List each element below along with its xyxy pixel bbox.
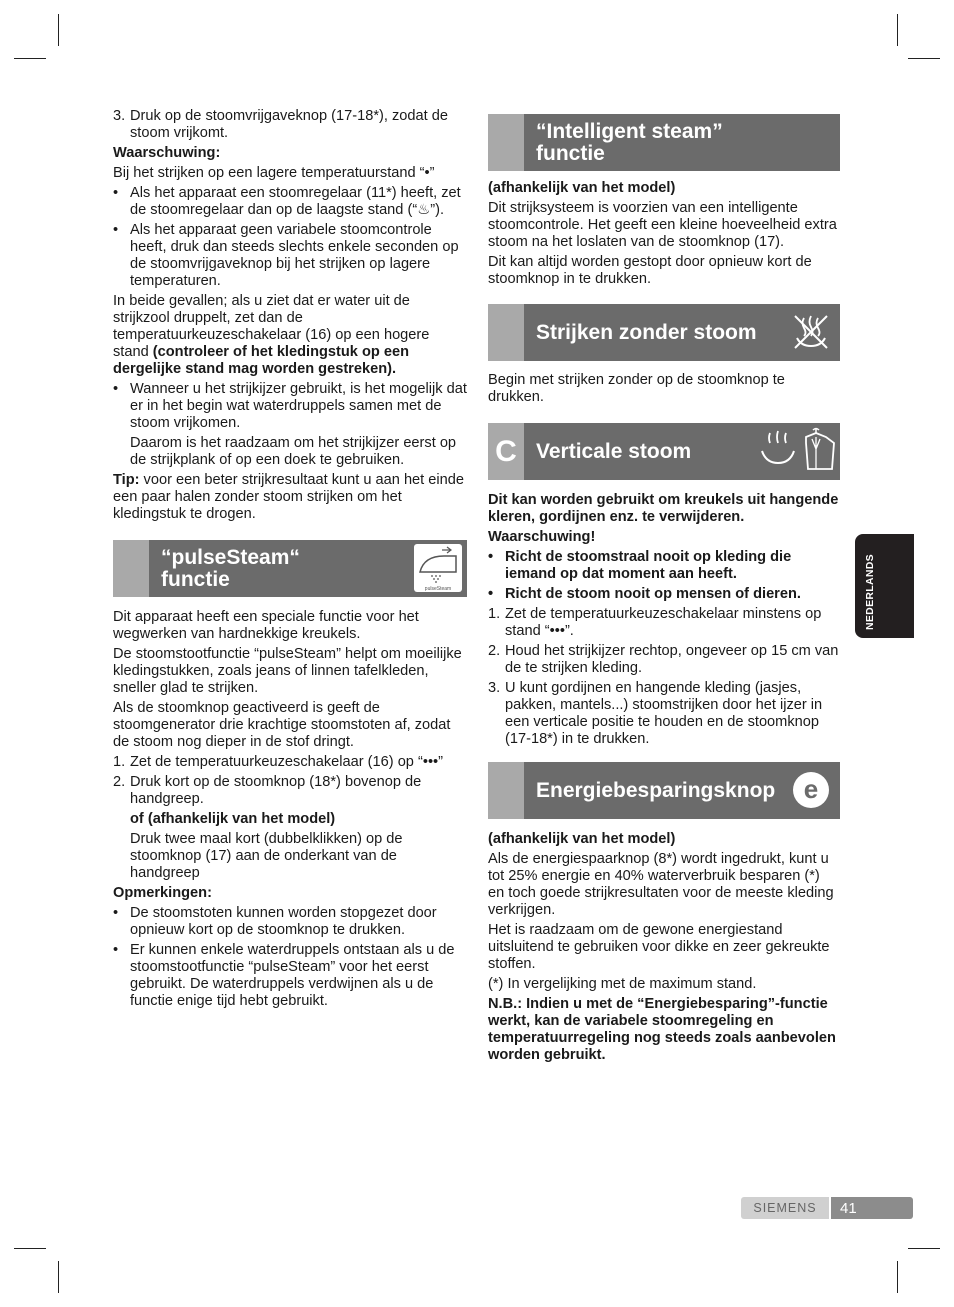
vertical-step-1: 1. Zet de temperatuurkeuzeschakelaar minstens op stand “•••”. xyxy=(488,606,822,639)
bullet-text: Er kunnen enkele waterdruppels ontstaan als u de stoomstootfunctie “pulseSteam” voor het eerst gebruikt. De waterdruppels verdwijnen als u de functie enige tijd hebt gebruikt. xyxy=(130,942,455,1009)
bullet-item: • Als het apparaat een stoomregelaar (11*) heeft, zet de stoomregelaar dan op de laagste stand (“♨”). xyxy=(113,185,467,219)
intel-paragraph: Dit kan altijd worden gestopt door opnieuw kort de stoomknop in te drukken. xyxy=(488,254,812,287)
brand-label: SIEMENS xyxy=(741,1197,829,1219)
energy-paragraph: Het is raadzaam om de gewone energiestand uitsluitend te gebruiken voor dikke en zeer gekreukte stoffen. xyxy=(488,922,830,972)
language-tab xyxy=(855,534,914,638)
bullet-text: De stoomstoten kunnen worden stopgezet door opnieuw kort op de stoomknop te drukken. xyxy=(130,905,437,938)
bullet-item: • De stoomstoten kunnen worden stopgezet door opnieuw kort op de stoomknop te drukken. xyxy=(113,905,467,939)
crop-mark xyxy=(908,1248,940,1249)
header-tab xyxy=(488,762,524,819)
page-footer xyxy=(741,1197,913,1219)
bullet-text: Als het apparaat een stoomregelaar (11*) heeft, zet de stoomregelaar dan op de laagste stand (“♨”). xyxy=(130,185,461,218)
svg-text:e: e xyxy=(803,774,819,804)
bullet-item: • Er kunnen enkele waterdruppels ontstaan als u de stoomstootfunctie “pulseSteam” voor het eerst gebruikt. De waterdruppels verdwijnen als u de functie enige tijd hebt gebruikt. xyxy=(113,942,467,1010)
no-steam-icon xyxy=(787,308,835,356)
bullet-item: • Als het apparaat geen variabele stoomcontrole heeft, druk dan steeds slechts enkele seconden op de stoomvrijgaveknop bij het strijken op lagere temperaturen. xyxy=(113,222,467,290)
right-column xyxy=(488,114,840,1067)
vertical-steam-icon xyxy=(758,427,838,475)
language-label: NEDERLANDS xyxy=(864,554,876,630)
section-header-vertical-steam xyxy=(488,423,840,480)
header-tab xyxy=(488,304,524,361)
vertical-intro: Dit kan worden gebruikt om kreukels uit hangende kleren, gordijnen enz. te verwijderen. xyxy=(488,492,839,525)
pulse-step-1: 1. Zet de temperatuurkeuzeschakelaar (16) op “•••” xyxy=(113,754,444,770)
warning-title: Waarschuwing! xyxy=(488,529,596,545)
warning-title: Waarschuwing: xyxy=(113,145,221,161)
crop-mark xyxy=(14,1248,46,1249)
section-title: Strijken zonder stoom xyxy=(536,320,757,344)
section-header-no-steam xyxy=(488,304,840,361)
bullet-text: Wanneer u het strijkijzer gebruikt, is het mogelijk dat er in het begin wat waterdruppels samen met de stoom vrijkomen. xyxy=(130,381,467,431)
vertical-step-2: 2. Houd het strijkijzer rechtop, ongeveer op 15 cm van de te strijken kleding. xyxy=(488,643,839,676)
section-title: “Intelligent steam” functie xyxy=(536,119,723,165)
energy-paragraph: Als de energiespaarknop (8*) wordt ingedrukt, kunt u tot 25% energie en 40% waterverbruik besparen (*) en toch goede strijkresultaten voor de meeste kleding verkrijgen. xyxy=(488,851,834,918)
model-note: (afhankelijk van het model) xyxy=(488,831,676,847)
pulsesteam-icon xyxy=(414,544,462,592)
energy-footnote: (*) In vergelijking met de maximum stand. xyxy=(488,976,757,992)
section-letter: C xyxy=(488,423,524,480)
pulse-paragraph: Als de stoomknop geactiveerd is geeft de stoomgenerator drie krachtige stoomstoten af, zodat de stoom nog dieper in de stof dringt. xyxy=(113,700,451,750)
warning-intro: Bij het strijken op een lagere temperatuurstand “•” xyxy=(113,165,435,181)
model-note: (afhankelijk van het model) xyxy=(488,180,676,196)
energy-saving-icon xyxy=(787,766,835,814)
section-header-pulsesteam xyxy=(113,540,467,597)
bullet-continuation: Daarom is het raadzaam om het strijkijzer eerst op de strijkplank of op een doek te gebruiken. xyxy=(130,435,457,468)
svg-text:pulseSteam: pulseSteam xyxy=(424,586,452,592)
left-column xyxy=(113,108,467,1013)
crop-mark xyxy=(897,14,898,46)
vertical-step-3: 3. U kunt gordijnen en hangende kleding (jasjes, pakken, mantels...) stoomstrijken door het ijzer in een verticale positie te houden en de stoomknop (17-18*) in te drukken. xyxy=(488,680,823,747)
step-number: 3. xyxy=(113,108,126,124)
model-note: of (afhankelijk van het model) xyxy=(130,811,336,827)
pulse-paragraph: De stoomstootfunctie “pulseSteam” helpt om moeilijke kledingstukken, zoals jeans of linnen tafelkleden, sneller glad te strijken. xyxy=(113,646,462,696)
bullet-item: • Richt de stoom nooit op mensen of dieren. xyxy=(488,586,840,603)
section-header-intelligent-steam xyxy=(488,114,840,171)
section-title: “pulseSteam“ functie xyxy=(161,545,300,591)
pulse-step-2-alt: Druk twee maal kort (dubbelklikken) op de stoomknop (17) aan de onderkant van de handgreep xyxy=(130,831,403,881)
pulse-step-2: 2. Druk kort op de stoomknop (18*) bovenop de handgreep. xyxy=(113,774,422,807)
tip-paragraph: Tip: voor een beter strijkresultaat kunt u aan het einde een paar halen zonder stoom strijken om het kledingstuk te drogen. xyxy=(113,472,464,522)
bullet-item: • Richt de stoomstraal nooit op kleding die iemand op dat moment aan heeft. xyxy=(488,549,840,583)
crop-mark xyxy=(897,1261,898,1293)
page-number: 41 xyxy=(831,1197,913,1219)
crop-mark xyxy=(58,14,59,46)
remarks-title: Opmerkingen: xyxy=(113,885,212,901)
intel-paragraph: Dit strijksysteem is voorzien van een intelligente stoomcontrole. Het geeft een kleine hoeveelheid extra stoom na het loslaten van de stoomknop (17). xyxy=(488,200,837,250)
bullet-text: Richt de stoomstraal nooit op kleding die iemand op dat moment aan heeft. xyxy=(505,549,792,582)
bullet-text: Richt de stoom nooit op mensen of dieren. xyxy=(505,586,801,602)
crop-mark xyxy=(58,1261,59,1293)
both-cases-paragraph: In beide gevallen; als u ziet dat er water uit de strijkzool druppelt, zet dan de temperatuurkeuzeschakelaar (16) op een hogere stand (controleer of het kledingstuk op een dergelijke stand mag worden gestreken). xyxy=(113,293,430,377)
bullet-text: Als het apparaat geen variabele stoomcontrole heeft, druk dan steeds slechts enkele seconden op de stoomvrijgaveknop bij het strijken op lagere temperaturen. xyxy=(130,222,459,289)
header-tab xyxy=(113,540,149,597)
step-3 xyxy=(113,108,467,142)
section-header-energy xyxy=(488,762,840,819)
crop-mark xyxy=(908,58,940,59)
section-title: Energiebesparingsknop xyxy=(536,778,776,802)
bullet-item: • Wanneer u het strijkijzer gebruikt, is het mogelijk dat er in het begin wat waterdruppels samen met de stoom vrijkomen. xyxy=(113,381,467,431)
nosteam-paragraph: Begin met strijken zonder op de stoomknop te drukken. xyxy=(488,372,785,405)
energy-nb: N.B.: Indien u met de “Energiebesparing”-functie werkt, kan de variabele stoomregeling en temperatuurregeling nog steeds zoals aanbevolen worden gebruikt. xyxy=(488,996,836,1063)
section-title: Verticale stoom xyxy=(536,439,692,463)
pulse-paragraph: Dit apparaat heeft een speciale functie voor het wegwerken van hardnekkige kreukels. xyxy=(113,609,419,642)
header-tab xyxy=(488,114,524,171)
step-text: Druk op de stoomvrijgaveknop (17-18*), zodat de stoom vrijkomt. xyxy=(130,108,448,141)
crop-mark xyxy=(14,58,46,59)
